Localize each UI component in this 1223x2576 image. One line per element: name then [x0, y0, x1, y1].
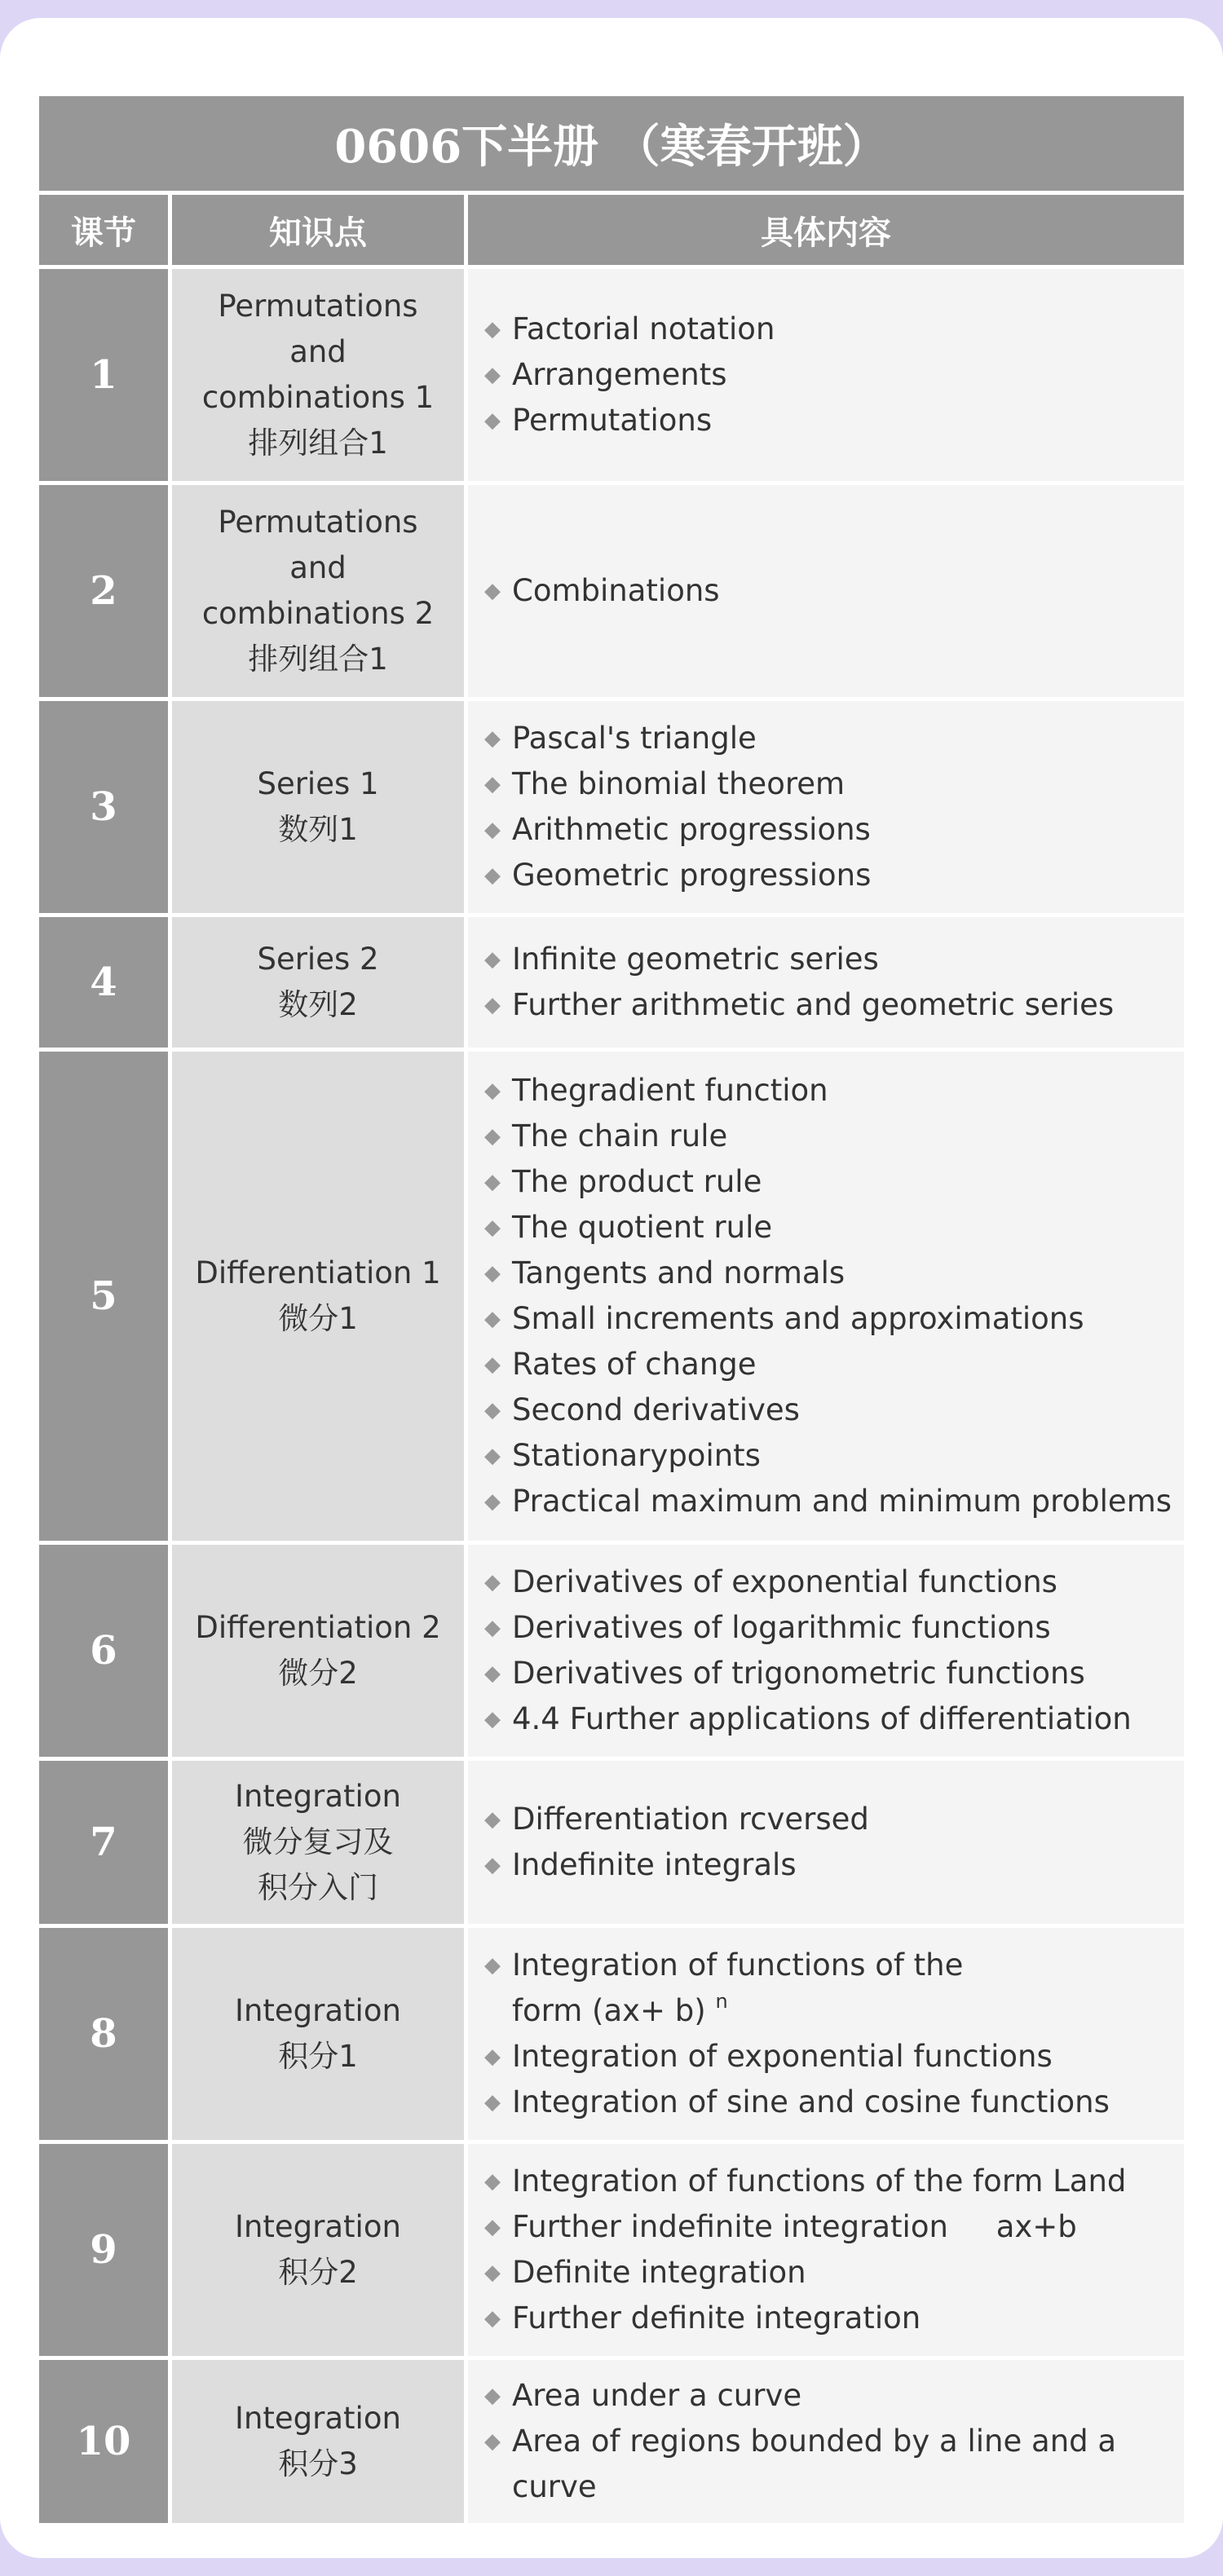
topic-cell: Series 2 数列2 — [172, 917, 464, 1048]
list-item: ◆ Arrangements — [484, 352, 1176, 398]
content-cell — [468, 269, 1184, 481]
list-item: ◆ The chain rule — [484, 1114, 1176, 1159]
list-item: ◆ Integration of functions of the — [484, 1943, 1176, 1988]
list-item: ◆ Pascal's triangle — [484, 716, 1176, 761]
content-cell — [468, 2144, 1184, 2356]
lesson-number: 9 — [39, 2144, 168, 2356]
diamond-bullet-icon: ◆ — [484, 2384, 501, 2408]
diamond-bullet-icon: ◆ — [484, 1398, 501, 1423]
diamond-bullet-icon: ◆ — [484, 2169, 501, 2194]
diamond-bullet-icon: ◆ — [484, 1352, 501, 1377]
list-item: ◆ Geometric progressions — [484, 853, 1176, 898]
lesson-number: 5 — [39, 1052, 168, 1541]
diamond-bullet-icon: ◆ — [484, 993, 501, 1017]
list-item: ◆ 4.4 Further applications of differentiation — [484, 1696, 1176, 1742]
diamond-bullet-icon: ◆ — [484, 947, 501, 972]
list-item: ◆ Factorial notation — [484, 307, 1176, 352]
list-item: ◆ Stationarypoints — [484, 1433, 1176, 1479]
header-content: 具体内容 — [468, 195, 1184, 265]
lesson-number: 8 — [39, 1928, 168, 2140]
diamond-bullet-icon: ◆ — [484, 863, 501, 888]
diamond-bullet-icon: ◆ — [484, 1489, 501, 1514]
list-item: ◆ Further arithmetic and geometric series — [484, 982, 1176, 1028]
topic-cell: Integration 微分复习及 积分入门 — [172, 1761, 464, 1924]
diamond-bullet-icon: ◆ — [484, 1707, 501, 1731]
topic-cell: Differentiation 1 微分1 — [172, 1052, 464, 1541]
lesson-number: 1 — [39, 269, 168, 481]
diamond-bullet-icon: ◆ — [484, 2044, 501, 2069]
lesson-number: 6 — [39, 1545, 168, 1757]
diamond-bullet-icon: ◆ — [484, 1215, 501, 1240]
page-card — [0, 18, 1223, 2558]
list-item: ◆ Thegradient function — [484, 1068, 1176, 1114]
diamond-bullet-icon: ◆ — [484, 1570, 501, 1595]
diamond-bullet-icon: ◆ — [484, 1078, 501, 1103]
list-item: ◆ Integration of sine and cosine functions — [484, 2080, 1176, 2125]
lesson-number: 3 — [39, 701, 168, 913]
content-cell — [468, 1761, 1184, 1924]
diamond-bullet-icon: ◆ — [484, 1170, 501, 1194]
content-cell — [468, 485, 1184, 697]
diamond-bullet-icon: ◆ — [484, 726, 501, 751]
list-item: ◆ Tangents and normals — [484, 1251, 1176, 1296]
diamond-bullet-icon: ◆ — [484, 818, 501, 842]
list-item: ◆ The binomial theorem — [484, 761, 1176, 807]
diamond-bullet-icon: ◆ — [484, 2215, 501, 2239]
table-title: 0606下半册 （寒春开班） — [39, 96, 1184, 191]
list-item: ◆ Arithmetic progressions — [484, 807, 1176, 853]
list-item-continuation: curve — [512, 2469, 597, 2504]
topic-cell: Integration 积分3 — [172, 2360, 464, 2523]
diamond-bullet-icon: ◆ — [484, 1616, 501, 1640]
list-item: ◆ Infinite geometric series — [484, 937, 1176, 982]
topic-cell: Integration 积分1 — [172, 1928, 464, 2140]
lesson-number: 7 — [39, 1761, 168, 1924]
diamond-bullet-icon: ◆ — [484, 1853, 501, 1877]
topic-cell: Integration 积分2 — [172, 2144, 464, 2356]
list-item: ◆ Further indefinite integration ax+b — [484, 2204, 1176, 2250]
topic-cell: Permutations and combinations 1 排列组合1 — [172, 269, 464, 481]
diamond-bullet-icon: ◆ — [484, 1444, 501, 1468]
diamond-bullet-icon: ◆ — [484, 2261, 501, 2285]
topic-cell: Permutations and combinations 2 排列组合1 — [172, 485, 464, 697]
header-topic: 知识点 — [172, 195, 464, 265]
content-cell — [468, 1928, 1184, 2140]
diamond-bullet-icon: ◆ — [484, 1661, 501, 1686]
list-item: ◆ Indefinite integrals — [484, 1842, 1176, 1888]
list-item: ◆ Permutations — [484, 398, 1176, 443]
diamond-bullet-icon: ◆ — [484, 363, 501, 387]
list-item: ◆ Derivatives of exponential functions — [484, 1559, 1176, 1605]
lesson-number: 2 — [39, 485, 168, 697]
list-item: ◆ Rates of change — [484, 1342, 1176, 1387]
diamond-bullet-icon: ◆ — [484, 2306, 501, 2331]
list-item: ◆ Small increments and approximations — [484, 1296, 1176, 1342]
list-item: ◆ The quotient rule — [484, 1205, 1176, 1251]
diamond-bullet-icon: ◆ — [484, 2429, 501, 2454]
diamond-bullet-icon: ◆ — [484, 1807, 501, 1832]
list-item: ◆ Derivatives of trigonometric functions — [484, 1651, 1176, 1696]
list-item: ◆ Practical maximum and minimum problems — [484, 1479, 1176, 1524]
diamond-bullet-icon: ◆ — [484, 408, 501, 433]
topic-cell: Series 1 数列1 — [172, 701, 464, 913]
list-item: ◆ The product rule — [484, 1159, 1176, 1205]
topic-cell: Differentiation 2 微分2 — [172, 1545, 464, 1757]
list-item: ◆ Area of regions bounded by a line and a — [484, 2419, 1176, 2464]
diamond-bullet-icon: ◆ — [484, 1124, 501, 1149]
lesson-number: 10 — [39, 2360, 168, 2523]
list-item: ◆ Integration of functions of the form Land — [484, 2159, 1176, 2204]
list-item-continuation: form (ax+ b) $^n$ — [512, 1990, 728, 2028]
curriculum-table — [39, 96, 1184, 2521]
content-cell — [468, 1545, 1184, 1757]
list-item: ◆ Differentiation rcversed — [484, 1797, 1176, 1842]
list-item: ◆ Area under a curve — [484, 2373, 1176, 2419]
list-item: ◆ Definite integration — [484, 2250, 1176, 2296]
diamond-bullet-icon: ◆ — [484, 2090, 501, 2115]
content-cell — [468, 917, 1184, 1048]
list-item: ◆ Derivatives of logarithmic functions — [484, 1605, 1176, 1651]
header-lesson: 课节 — [39, 195, 168, 265]
content-cell — [468, 701, 1184, 913]
exponent: n — [715, 1990, 728, 2013]
list-item: ◆ Further definite integration — [484, 2296, 1176, 2341]
content-cell — [468, 2360, 1184, 2523]
content-cell — [468, 1052, 1184, 1541]
diamond-bullet-icon: ◆ — [484, 772, 501, 796]
list-item: ◆ Second derivatives — [484, 1387, 1176, 1433]
diamond-bullet-icon: ◆ — [484, 1953, 501, 1978]
diamond-bullet-icon: ◆ — [484, 1307, 501, 1331]
diamond-bullet-icon: ◆ — [484, 317, 501, 342]
list-item: ◆ Combinations — [484, 568, 1176, 614]
list-item: ◆ Integration of exponential functions — [484, 2034, 1176, 2080]
diamond-bullet-icon: ◆ — [484, 1261, 501, 1286]
lesson-number: 4 — [39, 917, 168, 1048]
diamond-bullet-icon: ◆ — [484, 579, 501, 603]
